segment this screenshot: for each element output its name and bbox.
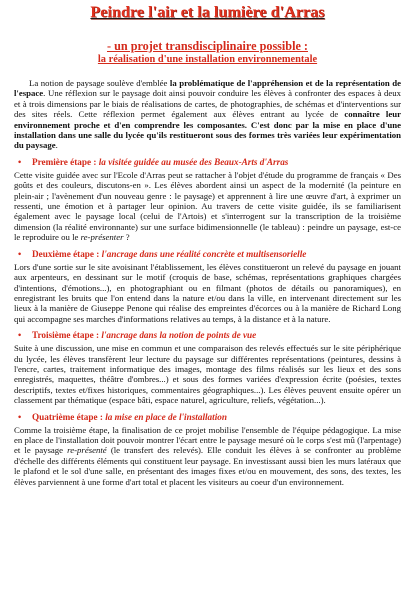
section-4-paragraph (14, 425, 401, 487)
section-1-subtitle: la visitée guidée au musée des Beaux-Arts d'Arras (98, 156, 289, 167)
page-title: Peindre l'air et la lumière d'Arras (90, 3, 325, 21)
subtitle-line-2: la réalisation d'une installation environnementale (97, 54, 318, 65)
section-1-heading (14, 157, 401, 168)
section-4-italic: re-présenté (67, 445, 107, 456)
section-2-subtitle: l'ancrage dans une réalité concrète et multisensorielle (101, 248, 307, 259)
section-1-text-1: Cette visite guidée avec sur l'Ecole d'Arras peut se rattacher à l'objet d'étude du programme de français « Des goûts et des couleurs, discutons-en ». Les élèves abordent ainsi un aspect de la modernité (la peinture en plein-air ; l'avènement d'un nouveau genre : le paysage) et apprennent à lire une œuvre d'art, à exprimer un ressenti, une émotion et à partager leur opinion. Au travers de cette visite guidée, ils se familiarisent également avec le paysage local (celui de l'Artois) et s'interrogent sur la transcription de la troisième dimension (la réalité environnante) sur une surface bidimensionnelle (le tableau) : peindre un paysage, est-ce le reproduire ou le (14, 169, 401, 243)
section-1-paragraph (14, 170, 401, 243)
section-3-paragraph (14, 343, 401, 405)
section-4-text-1: Comme la troisième étape, la finalisation de ce projet mobilise l'ensemble de l'équipe pédagogique. La mise en place de l'installation doit pouvoir montrer l'écart entre le paysage mesuré où le corps s'est mû (l'arpentage) et le paysage (14, 424, 401, 456)
intro-bold-1: la problématique de l'appréhension et de la représentation de l'espace (14, 78, 401, 99)
section-4-text-2: (le transfert des relevés). Elle conduit les élèves à se confronter au problème d'échelle des différents éléments qui constituent leur paysage. En investissant aussi bien les murs latéraux que le plafond et le sol d'une salle, en présentant des images fixes et/ou en mouvement, des sons, des textes, les élèves parviennent à une forme d'art total et placent les visiteurs au coeur d'un environnement. (14, 445, 401, 487)
intro-text-3: . (55, 140, 58, 151)
intro-text-1: La notion de paysage soulève d'emblée (29, 78, 170, 88)
section-3-label: Troisième étape : (32, 330, 102, 341)
section-1-italic: re-présenter (80, 232, 124, 243)
section-4-subtitle: la mise en place de l'installation (105, 411, 227, 422)
subtitle-line-1: - un projet transdisciplinaire possible : (106, 39, 308, 53)
intro-text-2: . Une réflexion sur le paysage doit ainsi pouvoir conduire les élèves à confronter des espaces à deux et à trois dimensions par le biais de réalisations de cartes, de photographies, de schémas et d'interventions sur des sites réels. Cette réflexion permet également aux élèves entrant au lycée de (14, 88, 401, 120)
section-2-paragraph (14, 262, 401, 324)
intro-bold-2: connaître leur environnement proche et d'en comprendre les composantes. C'est donc par la mise en place d'une installation dans une salle du lycée qu'ils restitueront sous des formes très variées leur expérimentation du paysage (14, 109, 401, 151)
intro-paragraph (14, 78, 401, 151)
section-3-heading (14, 330, 401, 341)
bullet-icon: • (18, 156, 22, 167)
document-page (0, 3, 411, 601)
bullet-icon: • (18, 248, 22, 259)
bullet-icon: • (18, 330, 22, 341)
section-2-heading (14, 249, 401, 260)
section-4-heading (14, 412, 401, 423)
bullet-icon: • (18, 411, 22, 422)
section-1-label: Première étape : (32, 156, 99, 167)
section-2-label: Deuxième étape : (32, 248, 102, 259)
section-4-label: Quatrième étape : (32, 411, 106, 422)
section-3-subtitle: l'ancrage dans la notion de points de vue (101, 330, 257, 341)
section-3-text: Suite à une discussion, une mise en commun et une comparaison des relevés effectués sur le site périphérique du lycée, les élèves transfèrent leur lecture du paysage sur différentes représentations (peintures, dessins à l'encre, cartes, traitement informatique des images, montage des films réalisés sur les lieux et des sons enregistrés, maquettes, théâtre d'ombres...) et sous des formes variées d'expression écrite (poésies, textes descriptifs, textes et/fixes historiques, commentaires géographiques...). Les élèves peuvent ensuite opérer un classement par thématique (espace bâti, espace naturel, agriculture, reliefs, végétation...). (14, 343, 401, 406)
section-2-text: Lors d'une sortie sur le site avoisinant l'établissement, les élèves constitueront un relevé du paysage en jouant aux arpenteurs, en dessinant sur le motif (croquis de base, schémas, représentations graphiques chargées d'intentions, d'émotions...), en photographiant ou en filmant (photos de détails ou panoramiques), en enregistrant les bruits que l'on entend dans la nature et/ou dans la ville, en intervenant directement sur les lieux à la manière de Giuseppe Penone qui réalise des empreintes d'écorces ou à la manière de Richard Long qui accompagne ses marches d'informations relatives au temps, à la distance et à la nature. (14, 261, 401, 324)
section-1-text-2: ? (123, 232, 130, 243)
